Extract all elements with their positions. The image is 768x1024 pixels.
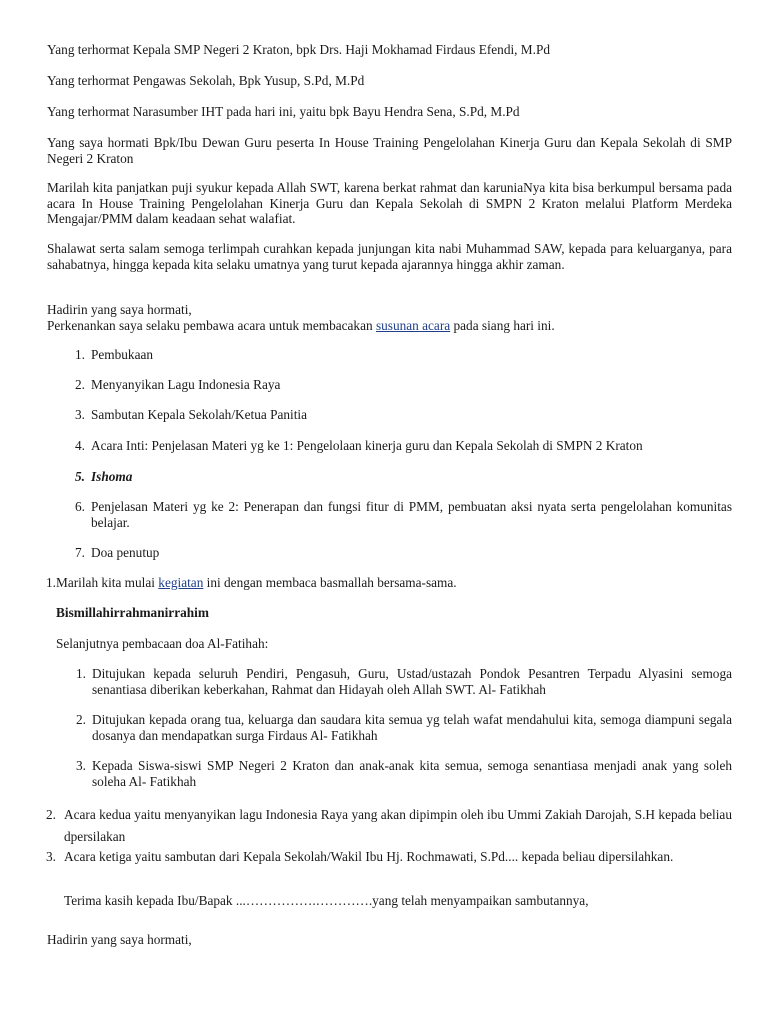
step-1 bbox=[36, 575, 732, 591]
intro-line1: Hadirin yang saya hormati, bbox=[47, 302, 192, 317]
agenda-num: 7. bbox=[75, 545, 85, 560]
fatihah-text: Kepada Siswa-siswi SMP Negeri 2 Kraton dan anak-anak kita semua, semoga senantiasa menjadi anak yang soleh soleha Al- Fatikhah bbox=[92, 758, 732, 789]
fatihah-item bbox=[66, 758, 732, 789]
fatihah-text: Ditujukan kepada seluruh Pendiri, Pengasuh, Guru, Ustad/ustazah Pondok Pesantren Terpadu Alyasini semoga senantiasa diberikan keberkahan, Rahmat dan Hidayah oleh Allah SWT. Al- Fatikhah bbox=[92, 666, 732, 697]
step3-text: Acara ketiga yaitu sambutan dari Kepala Sekolah/Wakil Ibu Hj. Rochmawati, S.Pd.... kepada beliau dipersilahkan. bbox=[64, 849, 674, 864]
kegiatan-link[interactable]: kegiatan bbox=[158, 575, 204, 590]
step-3 bbox=[36, 846, 732, 868]
greeting-2: Yang terhormat Pengawas Sekolah, Bpk Yusup, S.Pd, M.Pd bbox=[47, 73, 365, 88]
agenda-text: Acara Inti: Penjelasan Materi yg ke 1: Pengelolaan kinerja guru dan Kepala Sekolah di SMPN 2 Kraton bbox=[91, 438, 643, 453]
agenda-text: Pembukaan bbox=[91, 347, 154, 362]
fatihah-num: 2. bbox=[76, 712, 86, 727]
susunan-acara-link[interactable]: susunan acara bbox=[375, 317, 451, 333]
fatihah-item bbox=[66, 712, 732, 743]
agenda-num: 4. bbox=[75, 438, 85, 453]
fatihah-item bbox=[66, 666, 732, 697]
shalawat-paragraph: Shalawat serta salam semoga terlimpah curahkan kepada junjungan kita nabi Muhammad SAW, kepada para keluarganya, para sahabatnya, hingga kepada kita selaku umatnya yang turut kepada ajarannya hingga akhir zaman. bbox=[47, 241, 732, 272]
agenda-num: 5. bbox=[75, 469, 85, 484]
thanks-line: Terima kasih kepada Ibu/Bapak ...…………….………….yang telah menyampaikan sambutannya, bbox=[64, 893, 589, 908]
intro-line2-after: pada siang hari ini. bbox=[450, 317, 555, 333]
step1-after: ini dengan membaca basmallah bersama-sama. bbox=[203, 575, 457, 590]
agenda-item bbox=[65, 469, 732, 485]
agenda-item bbox=[65, 407, 732, 423]
agenda-text: Penjelasan Materi yg ke 2: Penerapan dan fungsi fitur di PMM, pembuatan aksi nyata serta pengelolahan komunitas belajar. bbox=[91, 499, 732, 530]
intro-line2-before: Perkenankan saya selaku pembawa acara untuk membacakan bbox=[47, 317, 376, 333]
agenda-num: 6. bbox=[75, 499, 85, 514]
step1-before: Marilah kita mulai bbox=[56, 575, 159, 590]
greeting-3: Yang terhormat Narasumber IHT pada hari ini, yaitu bpk Bayu Hendra Sena, S.Pd, M.Pd bbox=[47, 104, 520, 119]
step-2 bbox=[36, 804, 732, 848]
agenda-num: 2. bbox=[75, 377, 85, 392]
step-num: 2. bbox=[46, 807, 56, 822]
intro-paragraph bbox=[47, 302, 732, 333]
bismillah: Bismillahirrahmanirrahim bbox=[56, 605, 209, 620]
agenda-item bbox=[65, 545, 732, 561]
agenda-num: 1. bbox=[75, 347, 85, 362]
agenda-text: Ishoma bbox=[91, 469, 133, 484]
agenda-item bbox=[65, 438, 732, 454]
greeting-1: Yang terhormat Kepala SMP Negeri 2 Kraton, bpk Drs. Haji Mokhamad Firdaus Efendi, M.Pd bbox=[47, 42, 550, 57]
agenda-text: Sambutan Kepala Sekolah/Ketua Panitia bbox=[91, 407, 308, 422]
step2-text: Acara kedua yaitu menyanyikan lagu Indonesia Raya yang akan dipimpin oleh ibu Ummi Zakiah Darojah, S.H kepada beliau dpersilakan bbox=[64, 807, 732, 844]
greeting-4: Yang saya hormati Bpk/Ibu Dewan Guru peserta In House Training Pengelolahan Kinerja Guru dan Kepala Sekolah di SMP Negeri 2 Kraton bbox=[47, 135, 732, 166]
agenda-item bbox=[65, 377, 732, 393]
fatihah-num: 1. bbox=[76, 666, 86, 681]
step-num: 3. bbox=[46, 849, 56, 864]
agenda-item bbox=[65, 347, 732, 363]
fatihah-num: 3. bbox=[76, 758, 86, 773]
fatihah-text: Ditujukan kepada orang tua, keluarga dan saudara kita semua yg telah wafat mendahului kita, semoga diampuni segala dosanya dan mendapatkan surga Firdaus Al- Fatikhah bbox=[92, 712, 732, 743]
closing-line: Hadirin yang saya hormati, bbox=[47, 932, 192, 947]
fatihah-intro: Selanjutnya pembacaan doa Al-Fatihah: bbox=[56, 636, 269, 651]
step-num: 1. bbox=[46, 575, 56, 590]
agenda-text: Doa penutup bbox=[91, 545, 160, 560]
agenda-item bbox=[65, 499, 732, 530]
agenda-text: Menyanyikan Lagu Indonesia Raya bbox=[91, 377, 281, 392]
agenda-num: 3. bbox=[75, 407, 85, 422]
praise-paragraph: Marilah kita panjatkan puji syukur kepada Allah SWT, karena berkat rahmat dan karuniaNya kita bisa berkumpul bersama pada acara In House Training Pengelolahan Kinerja Guru dan Kepala Sekolah di SMPN 2 Kraton melalui Platform Merdeka Mengajar/PMM dalam keadaan sehat walafiat. bbox=[47, 180, 732, 226]
